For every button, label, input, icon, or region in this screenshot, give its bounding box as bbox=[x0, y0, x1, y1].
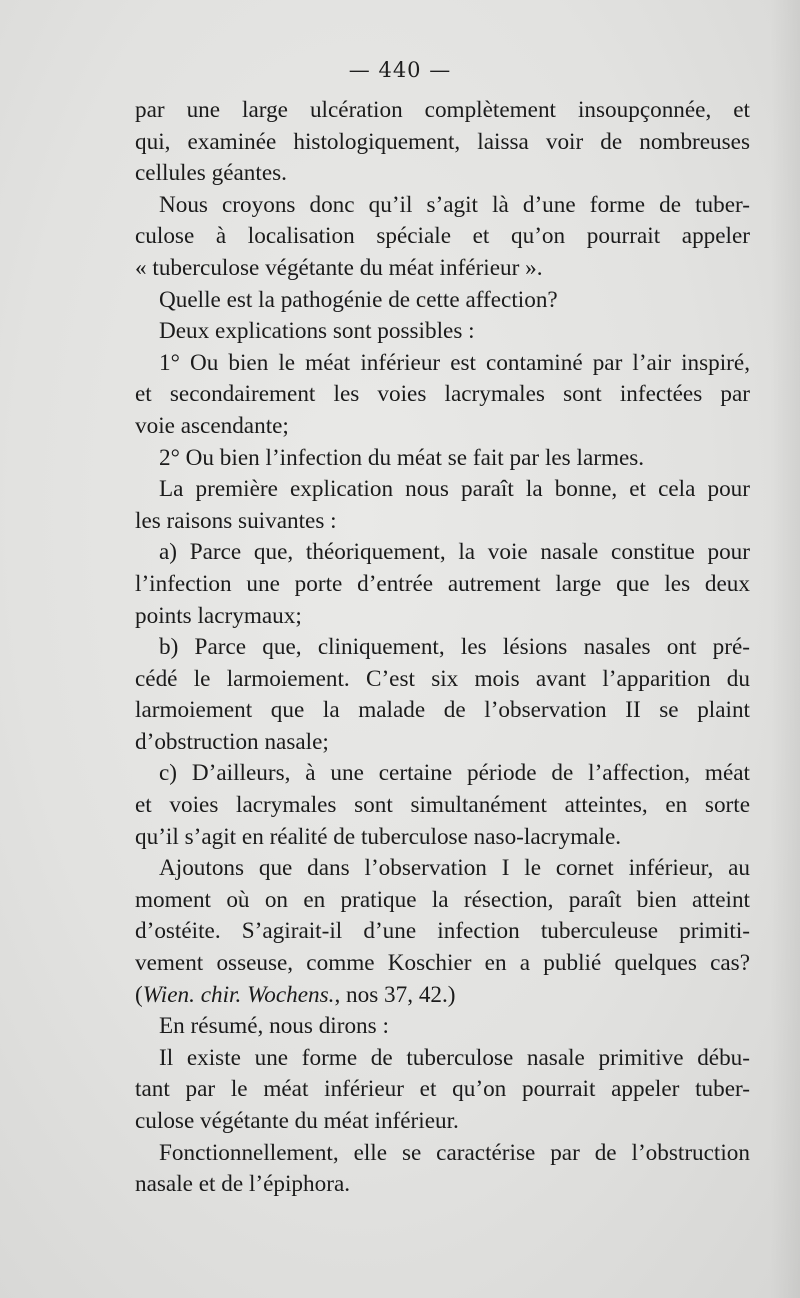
text-line: Fonctionnellement, elle se caractérise par de l’obstruction bbox=[159, 1139, 750, 1166]
text-line: d’ostéite. S’agirait-il d’une infection tuberculeuse primiti- bbox=[135, 918, 750, 945]
text-line: tant par le méat inférieur et qu’on pourrait appeler tuber- bbox=[135, 1076, 750, 1103]
text-line: d’obstruction nasale; bbox=[135, 728, 329, 755]
text-line: 1° Ou bien le méat inférieur est contaminé par l’air inspiré, bbox=[159, 349, 750, 376]
text-line: et voies lacrymales sont simultanément atteintes, en sorte bbox=[135, 792, 750, 819]
text-line: nasale et de l’épiphora. bbox=[135, 1171, 351, 1198]
text-line: qu’il s’agit en réalité de tuberculose naso-lacrymale. bbox=[135, 823, 622, 850]
page-number: — 440 — bbox=[348, 58, 452, 82]
text-line: 2° Ou bien l’infection du méat se fait par les larmes. bbox=[159, 444, 645, 471]
text-line: Quelle est la pathogénie de cette affection? bbox=[159, 286, 558, 313]
text-line: c) D’ailleurs, à une certaine période de l’affection, méat bbox=[159, 760, 750, 787]
text-line: cédé le larmoiement. C’est six mois avant l’apparition du bbox=[135, 665, 750, 692]
text-line: En résumé, nous dirons : bbox=[159, 1013, 389, 1040]
text-line: b) Parce que, cliniquement, les lésions nasales ont pré- bbox=[159, 634, 750, 661]
text-line: qui, examinée histologiquement, laissa voir de nombreuses bbox=[135, 128, 750, 155]
text-line: culose végétante du méat inférieur. bbox=[135, 1108, 459, 1134]
text-line: moment où on en pratique la résection, paraît bien atteint bbox=[135, 886, 750, 913]
text-line: par une large ulcération complètement insoupçonnée, et bbox=[135, 97, 750, 123]
text-line: La première explication nous paraît la bonne, et cela pour bbox=[159, 476, 750, 503]
text-line: et secondairement les voies lacrymales sont infectées par bbox=[135, 381, 750, 408]
text-line: Nous croyons donc qu’il s’agit là d’une forme de tuber- bbox=[159, 191, 750, 218]
text-line: l’infection une porte d’entrée autrement large que les deux bbox=[135, 570, 750, 597]
body-text bbox=[135, 95, 750, 1201]
text-line: Deux explications sont possibles : bbox=[159, 318, 475, 345]
text-line: vement osseuse, comme Koschier en a publié quelques cas? bbox=[135, 950, 750, 977]
text-line: a) Parce que, théoriquement, la voie nasale constitue pour bbox=[159, 539, 750, 566]
journal-title: Wien. chir. Wochens. bbox=[142, 981, 335, 1008]
text-line: Ajoutons que dans l’observation I le cornet inférieur, au bbox=[159, 855, 750, 882]
text-line: culose à localisation spéciale et qu’on pourrait appeler bbox=[135, 223, 750, 250]
text-line: les raisons suivantes : bbox=[135, 507, 337, 534]
text-line: larmoiement que la malade de l’observation II se plaint bbox=[135, 697, 750, 724]
text-line: cellules géantes. bbox=[135, 160, 287, 187]
text-line: (Wien. chir. Wochens., nos 37, 42.) bbox=[135, 981, 456, 1008]
text-line: points lacrymaux; bbox=[135, 602, 302, 629]
text-line: « tuberculose végétante du méat inférieur ». bbox=[135, 254, 543, 281]
text-line: Il existe une forme de tuberculose nasale primitive débu- bbox=[159, 1044, 750, 1071]
page-edge-shadow bbox=[770, 0, 800, 1298]
text-line: voie ascendante; bbox=[135, 412, 289, 439]
